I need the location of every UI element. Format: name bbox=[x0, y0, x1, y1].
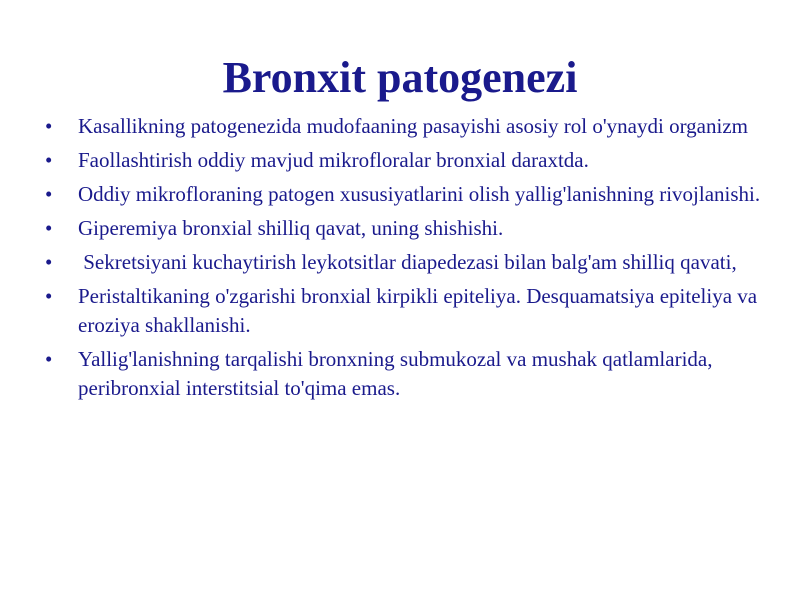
bullet-text: Sekretsiyani kuchaytirish leykotsitlar diapedezasi bilan balg'am shilliq qavati, bbox=[78, 250, 737, 274]
bullet-item bbox=[45, 345, 765, 403]
bullet-item bbox=[45, 180, 765, 209]
bullet-dot-icon: • bbox=[45, 347, 53, 371]
bullet-text: Kasallikning patogenezida mudofaaning pasayishi asosiy rol o'ynaydi organizm bbox=[78, 114, 748, 138]
bullet-dot-icon: • bbox=[45, 216, 53, 240]
bullet-text: Yallig'lanishning tarqalishi bronxning submukozal va mushak qatlamlarida, peribronxial interstitsial to'qima emas. bbox=[78, 347, 713, 400]
bullet-item bbox=[45, 248, 765, 277]
bullet-text: Giperemiya bronxial shilliq qavat, uning shishishi. bbox=[78, 216, 504, 240]
bullet-item bbox=[45, 214, 765, 243]
bullet-text: Oddiy mikrofloraning patogen xususiyatlarini olish yallig'lanishning rivojlanishi. bbox=[78, 182, 761, 206]
bullet-dot-icon: • bbox=[45, 284, 53, 308]
bullet-item bbox=[45, 112, 765, 141]
slide-title: Bronxit patogenezi bbox=[222, 53, 578, 102]
bullet-item bbox=[45, 282, 765, 340]
bullet-dot-icon: • bbox=[45, 182, 53, 206]
bullet-item bbox=[45, 146, 765, 175]
bullet-dot-icon: • bbox=[45, 114, 53, 138]
bullet-dot-icon: • bbox=[45, 148, 53, 172]
bullet-text: Peristaltikaning o'zgarishi bronxial kirpikli epiteliya. Desquamatsiya epiteliya va eroziya shakllanishi. bbox=[78, 284, 758, 337]
bullet-dot-icon: • bbox=[45, 250, 53, 274]
bullet-list bbox=[45, 112, 765, 408]
bullet-text: Faollashtirish oddiy mavjud mikrofloralar bronxial daraxtda. bbox=[78, 148, 589, 172]
